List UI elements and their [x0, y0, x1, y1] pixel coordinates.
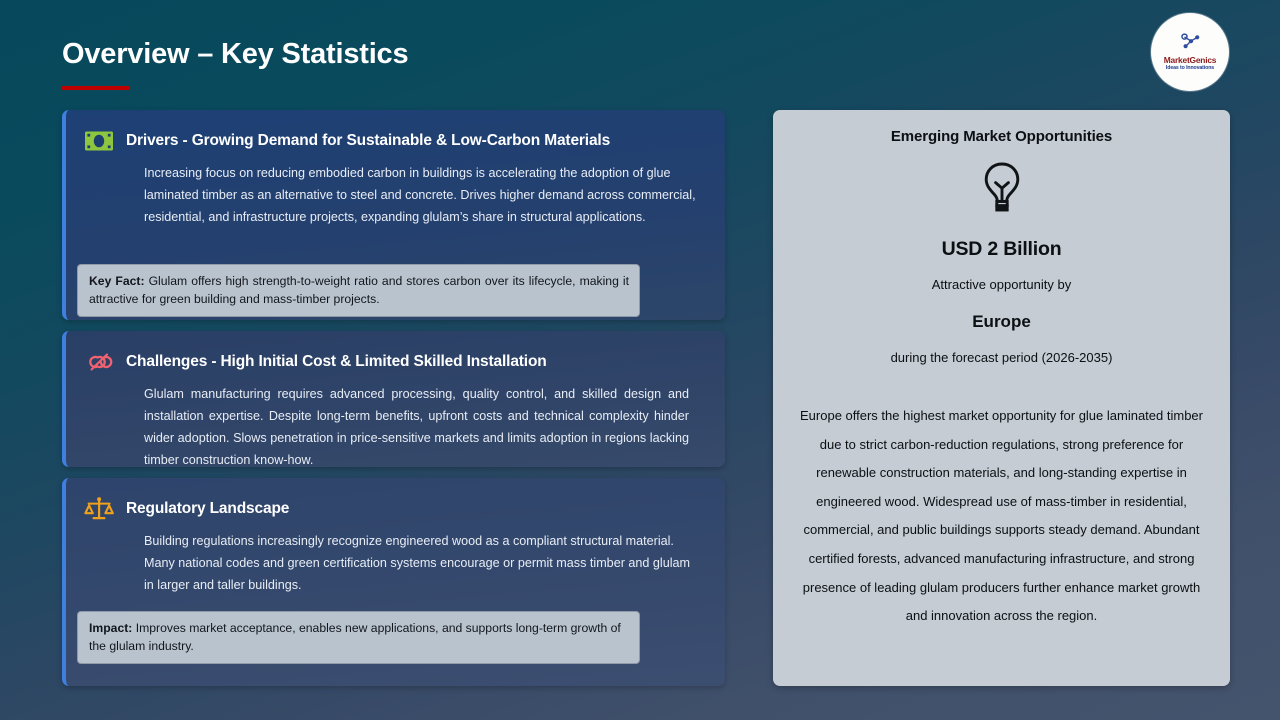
panel-description: Europe offers the highest market opportunity for glue laminated timber due to strict carbon-reduction regulations, strong preference for renewable construction materials, and long-standing expertise in engineered wood. Widespread use of mass-timber in residential, commercial, and public buildings supports steady demand. Abundant certified forests, advanced manufacturing infrastructure, and strong presence of leading glulam producers further enhance market growth and innovation across the region. [800, 408, 1203, 624]
lightbulb-icon [793, 160, 1210, 216]
callout-impact-text: Improves market acceptance, enables new applications, and supports long-term growth of the glulam industry. [89, 621, 621, 653]
broken-link-icon [82, 347, 116, 377]
title-underline-accent [62, 86, 130, 90]
callout-keyfact-text: Glulam offers high strength-to-weight ratio and stores carbon over its lifecycle, making it attractive for green building and mass-timber projects. [89, 274, 629, 306]
card-drivers-title: Drivers - Growing Demand for Sustainable & Low-Carbon Materials [126, 132, 611, 149]
panel-region-caption: during the forecast period (2026-2035) [890, 350, 1113, 365]
network-nodes-icon [1179, 32, 1201, 55]
panel-value-caption: Attractive opportunity by [931, 277, 1072, 292]
card-challenges [62, 331, 725, 467]
card-regulatory-header [66, 478, 725, 524]
callout-keyfact-label: Key Fact: [89, 274, 145, 288]
page-title: Overview – Key Statistics [62, 38, 409, 70]
card-regulatory-title: Regulatory Landscape [126, 500, 290, 517]
callout-impact-label: Impact: [89, 621, 133, 635]
emerging-opportunities-panel [773, 110, 1230, 686]
card-challenges-title: Challenges - High Initial Cost & Limited Skilled Installation [126, 353, 547, 370]
card-regulatory-body: Building regulations increasingly recognize engineered wood as a compliant structural material. Many national codes and green certification systems encourage or permit mass timber and glulam in larger and taller buildings. [144, 534, 690, 592]
logo-brand-text: MarketGenics [1163, 55, 1217, 66]
panel-region: Europe [972, 312, 1031, 331]
money-banknote-icon [82, 126, 116, 156]
card-challenges-header [66, 331, 725, 377]
balance-scale-icon [82, 494, 116, 524]
card-drivers-header [66, 110, 725, 156]
card-challenges-body: Glulam manufacturing requires advanced processing, quality control, and skilled design and installation expertise. Despite long-term benefits, upfront costs and technical complexity hinder wider adoption. Slows penetration in price-sensitive markets and limits adoption in regions lacking timber construction know-how. [144, 387, 689, 467]
card-drivers-body: Increasing focus on reducing embodied carbon in buildings is accelerating the adoption of glue laminated timber as an alternative to steel and concrete. Drives higher demand across commercial, residential, and infrastructure projects, expanding glulam’s share in structural applications. [144, 166, 696, 224]
logo-tagline-text: Ideas to Innovations [1165, 65, 1215, 72]
card-regulatory-callout [77, 611, 640, 664]
panel-title: Emerging Market Opportunities [890, 128, 1113, 145]
panel-market-value: USD 2 Billion [941, 238, 1062, 260]
card-drivers-callout [77, 264, 640, 317]
company-logo [1151, 13, 1229, 91]
